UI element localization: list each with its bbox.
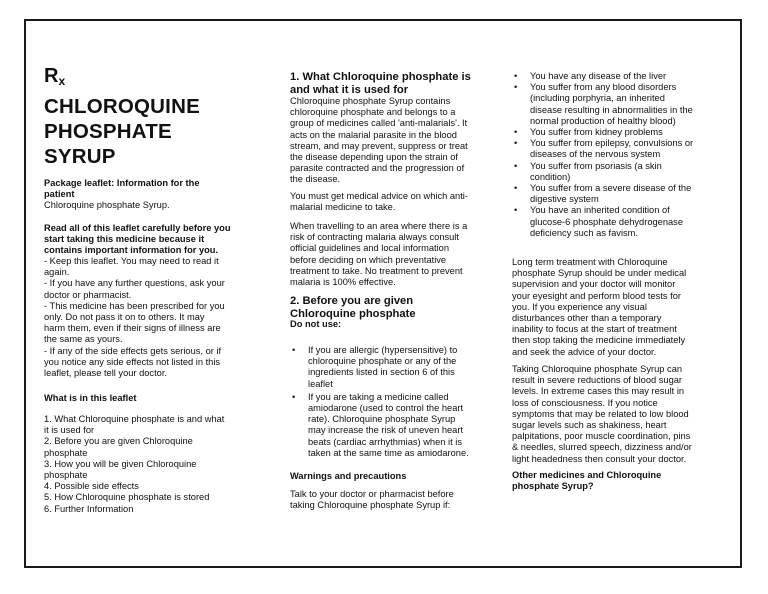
text-line: acts on the malarial parasite in the blood <box>290 129 457 140</box>
text-line: patient <box>44 189 75 200</box>
bullet-text-line: You have any disease of the liver <box>530 71 667 81</box>
text-line: supervision and your doctor will monitor <box>512 279 676 290</box>
text-line: then stop taking the medicine immediately <box>512 335 686 346</box>
text-line: official guidelines and local information <box>290 243 450 254</box>
text-line: symptoms that may be related to low blood <box>512 408 689 419</box>
text-line: Long term treatment with Chloroquine <box>512 257 668 267</box>
do-not-use-heading: Do not use: <box>290 319 342 329</box>
text-line: only. Do not pass it on to others. It may <box>44 312 205 323</box>
text-line: start taking this medicine because it <box>44 234 205 245</box>
bullet-text-line: may increase the risk of uneven heart <box>308 425 464 436</box>
bullet-text-line: You suffer from psoriasis (a skin <box>530 160 662 171</box>
text-line: it is used for <box>44 425 95 436</box>
text-line: disturbances other than a temporary <box>512 313 662 324</box>
text-line: doctor or pharmacist. <box>44 289 132 300</box>
text-line: PHOSPHATE <box>44 120 172 143</box>
bullet-text-line: chloroquine phosphate or any of the <box>308 356 457 367</box>
bullet-text-line: normal production of healthy blood) <box>530 115 676 126</box>
bullet-item <box>290 392 486 459</box>
toc-heading: What is in this leaflet <box>44 393 137 403</box>
package-leaflet-heading <box>44 178 258 200</box>
bullet-item <box>290 345 486 390</box>
section2-heading <box>290 295 416 320</box>
blood-sugar-paragraph <box>512 364 692 465</box>
text-line: levels. In extreme cases this may result in <box>512 386 685 397</box>
text-line: treatment to take. No treatment to prevent <box>290 265 463 276</box>
text-line: you. If you experience any visual <box>512 301 647 312</box>
bullet-item <box>512 127 708 138</box>
text-line: phosphate <box>44 470 88 481</box>
bullet-text-line: ingredients listed in section 6 of this <box>308 367 455 378</box>
text-line: the same as yours. <box>44 334 123 345</box>
text-line: the disease depending upon the strain of <box>290 152 458 163</box>
text-line: phosphate Syrup should be under medical <box>512 268 687 279</box>
text-line: your eyesight and perform blood tests for <box>512 290 681 301</box>
text-line: phosphate <box>44 447 88 458</box>
rx-symbol: $R_x$ <box>44 65 66 88</box>
bullet-text-line: You suffer from epilepsy, convulsions or <box>530 138 694 149</box>
text-line: contains important information for you. <box>44 245 219 256</box>
text-line: and what it is used for <box>290 83 409 96</box>
bullet-icon: • <box>514 205 518 216</box>
bullet-icon: • <box>514 160 518 171</box>
toc-list <box>44 414 224 515</box>
text-line: malarial medicine to take. <box>290 202 396 213</box>
bullet-item <box>512 183 708 205</box>
text-line: - Keep this leaflet. You may need to read it <box>44 256 219 266</box>
text-line: 1. What Chloroquine phosphate is and what <box>44 414 225 424</box>
text-line: - If any of the side effects gets serious, or if <box>44 345 222 356</box>
text-line: leaflet, please tell your doctor. <box>44 368 167 379</box>
bullet-text-line: You suffer from a severe disease of the <box>530 183 692 194</box>
bullet-item <box>512 82 708 127</box>
section1-paragraph-2 <box>290 191 468 213</box>
text-line: phosphate Syrup? <box>512 481 594 492</box>
bullet-text-line: glucose-6 phosphate dehydrogenase <box>530 216 683 227</box>
text-line: light headedness then consult your doctor. <box>512 453 687 464</box>
warnings-conditions-list <box>512 71 708 239</box>
bullet-text-line: diseases of the nervous system <box>530 149 661 160</box>
text-line: chloroquine phosphate and belongs to a <box>290 107 456 118</box>
text-line: - This medicine has been prescribed for you <box>44 300 225 311</box>
text-line: You must get medical advice on which anti- <box>290 191 468 201</box>
text-line: Package leaflet: Information for the <box>44 178 200 188</box>
warnings-heading: Warnings and precautions <box>290 471 407 481</box>
bullet-text-line: taken at the same time as amiodarone. <box>308 447 469 458</box>
bullet-icon: • <box>514 138 518 149</box>
bullet-icon: • <box>514 71 518 81</box>
text-line: malaria is 100% effective. <box>290 277 396 288</box>
text-line: stream, and may prevent, suppress or treat <box>290 140 468 151</box>
text-line: 2. Before you are given <box>290 295 414 307</box>
text-line: again. <box>44 267 70 278</box>
text-line: group of medicines called 'anti-malarials'. It <box>290 118 468 129</box>
page-title <box>44 94 200 169</box>
text-line: you notice any side effects not listed in this <box>44 356 221 367</box>
bullet-icon: • <box>514 127 518 138</box>
bullet-text-line: You suffer from any blood disorders <box>530 82 677 93</box>
text-line: and seek the advice of your doctor. <box>512 346 657 357</box>
bullet-item <box>512 138 708 160</box>
text-line: SYRUP <box>44 145 116 168</box>
long-term-paragraph <box>512 257 686 358</box>
text-line: 5. How Chloroquine phosphate is stored <box>44 492 210 503</box>
leaflet-advice <box>44 256 225 379</box>
bullet-text-line: (including porphyria, an inherited <box>530 93 665 104</box>
section1-paragraph-3 <box>290 221 467 288</box>
text-line: Chloroquine phosphate <box>290 307 416 320</box>
text-line: inability to focus at the start of treatment <box>512 324 677 335</box>
text-line: Other medicines and Chloroquine <box>512 470 662 480</box>
text-line: result in severe reductions of blood sugar <box>512 375 683 386</box>
bullet-icon: • <box>292 391 296 402</box>
text-line: the disease. <box>290 174 341 185</box>
bullet-text-line: condition) <box>530 171 571 182</box>
bullet-item <box>512 71 708 82</box>
bullet-text-line: rate). Chloroquine phosphate Syrup <box>308 414 456 425</box>
text-line: CHLOROQUINE <box>44 95 200 118</box>
bullet-text-line: disease resulting in abnormalities in the <box>530 104 693 115</box>
text-line: 4. Possible side effects <box>44 481 139 492</box>
text-line: Talk to your doctor or pharmacist before <box>290 489 454 499</box>
bullet-text-line: You suffer from kidney problems <box>530 127 663 138</box>
package-leaflet-product: Chloroquine phosphate Syrup. <box>44 200 170 210</box>
bullet-text-line: leaflet <box>308 378 333 389</box>
text-line: 2. Before you are given Chloroquine <box>44 436 193 447</box>
bullet-icon: • <box>292 345 296 355</box>
bullet-text-line: digestive system <box>530 194 599 205</box>
text-line: 6. Further Information <box>44 503 134 514</box>
text-line: Read all of this leaflet carefully before you <box>44 223 231 233</box>
bullet-text-line: If you are taking a medicine called <box>308 391 449 402</box>
text-line: loss of consciousness. If you notice <box>512 397 658 408</box>
text-line: taking Chloroquine phosphate Syrup if: <box>290 500 451 511</box>
warnings-text <box>290 489 454 511</box>
text-line: risk of contracting malaria always consult <box>290 232 459 243</box>
text-line: - If you have any further questions, ask your <box>44 278 225 289</box>
text-line: palpitations, poor muscle coordination, pins <box>512 431 691 442</box>
bullet-text-line: If you are allergic (hypersensitive) to <box>308 345 458 355</box>
text-line: When travelling to an area where there is a <box>290 221 468 231</box>
do-not-use-list <box>290 345 486 459</box>
text-line: harm them, even if their signs of illness are <box>44 323 221 334</box>
bullet-text-line: amiodarone (used to control the heart <box>308 403 464 414</box>
text-line: & needles, slurred speech, dizziness and/or <box>512 442 692 453</box>
text-line: before deciding on which preventative <box>290 254 447 265</box>
text-line: sugar levels such as shakiness, heart <box>512 420 667 431</box>
section1-heading <box>290 71 471 96</box>
text-line: 1. What Chloroquine phosphate is <box>290 71 471 83</box>
read-warning <box>44 223 231 257</box>
section1-paragraph-1 <box>290 96 468 186</box>
text-line: 3. How you will be given Chloroquine <box>44 458 197 469</box>
bullet-icon: • <box>514 82 518 93</box>
bullet-item <box>512 161 708 183</box>
bullet-text-line: You have an inherited condition of <box>530 205 670 216</box>
text-line: Chloroquine phosphate Syrup contains <box>290 96 451 106</box>
bullet-icon: • <box>514 183 518 194</box>
other-medicines-heading <box>512 470 661 492</box>
text-line: parasite contracted and the progression of <box>290 163 465 174</box>
bullet-item <box>512 205 708 239</box>
bullet-text-line: deficiency such as favism. <box>530 227 638 238</box>
text-line: Taking Chloroquine phosphate Syrup can <box>512 364 683 374</box>
bullet-text-line: beats (cardiac arrhythmias) when it is <box>308 436 462 447</box>
